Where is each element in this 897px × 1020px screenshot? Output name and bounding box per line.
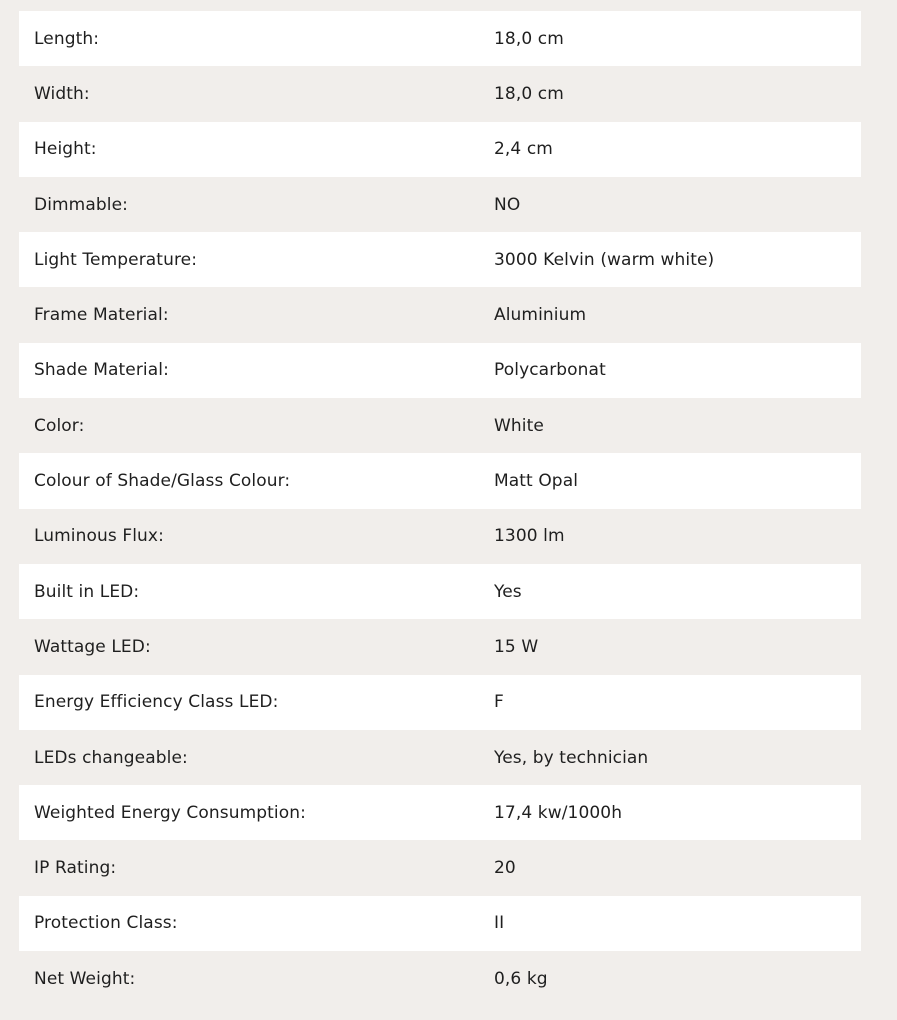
spec-row-width — [19, 66, 861, 121]
spec-value: 18,0 cm — [494, 83, 564, 104]
spec-label: Length: — [34, 28, 100, 49]
spec-value: 20 — [494, 858, 516, 879]
spec-row-light-temperature — [19, 232, 861, 287]
spec-row-net-weight — [19, 951, 861, 1006]
spec-label: Energy Efficiency Class LED: — [34, 692, 279, 713]
spec-row-wattage-led — [19, 619, 861, 674]
spec-label: Wattage LED: — [34, 636, 151, 657]
spec-value: Aluminium — [494, 305, 587, 326]
spec-row-energy-efficiency — [19, 675, 861, 730]
spec-value: White — [494, 415, 544, 436]
spec-label: Dimmable: — [34, 194, 128, 215]
spec-row-shade-material — [19, 343, 861, 398]
spec-row-protection-class — [19, 896, 861, 951]
spec-row-shade-colour — [19, 453, 861, 508]
spec-label: Net Weight: — [34, 968, 136, 989]
spec-label: Built in LED: — [34, 581, 140, 602]
spec-label: LEDs changeable: — [34, 747, 188, 768]
spec-row-leds-changeable — [19, 730, 861, 785]
spec-row-ip-rating — [19, 840, 861, 895]
spec-row-color — [19, 398, 861, 453]
spec-label: Luminous Flux: — [34, 526, 164, 547]
spec-label: IP Rating: — [34, 858, 117, 879]
spec-value: 1300 lm — [494, 526, 565, 547]
spec-value: 0,6 kg — [494, 968, 548, 989]
spec-value: 2,4 cm — [494, 139, 553, 160]
spec-value: Yes, by technician — [494, 747, 649, 768]
spec-label: Colour of Shade/Glass Colour: — [34, 471, 291, 492]
spec-value: NO — [494, 194, 521, 215]
spec-label: Width: — [34, 83, 90, 104]
spec-label: Color: — [34, 415, 85, 436]
spec-row-luminous-flux — [19, 509, 861, 564]
spec-value: 15 W — [494, 636, 539, 657]
spec-value: Polycarbonat — [494, 360, 606, 381]
spec-table — [19, 11, 861, 1006]
spec-row-dimmable — [19, 177, 861, 232]
spec-value: 17,4 kw/1000h — [494, 802, 623, 823]
spec-row-height — [19, 122, 861, 177]
spec-label: Light Temperature: — [34, 249, 198, 270]
spec-row-energy-consumption — [19, 785, 861, 840]
spec-value: 3000 Kelvin (warm white) — [494, 249, 715, 270]
spec-value: F — [494, 692, 504, 713]
spec-value: Yes — [494, 581, 522, 602]
spec-label: Shade Material: — [34, 360, 169, 381]
spec-label: Protection Class: — [34, 913, 178, 934]
spec-value: Matt Opal — [494, 471, 579, 492]
spec-label: Height: — [34, 139, 97, 160]
spec-value: II — [494, 913, 505, 934]
spec-row-length — [19, 11, 861, 66]
spec-row-built-in-led — [19, 564, 861, 619]
spec-label: Weighted Energy Consumption: — [34, 802, 306, 823]
spec-value: 18,0 cm — [494, 28, 564, 49]
spec-row-frame-material — [19, 287, 861, 342]
spec-label: Frame Material: — [34, 305, 169, 326]
